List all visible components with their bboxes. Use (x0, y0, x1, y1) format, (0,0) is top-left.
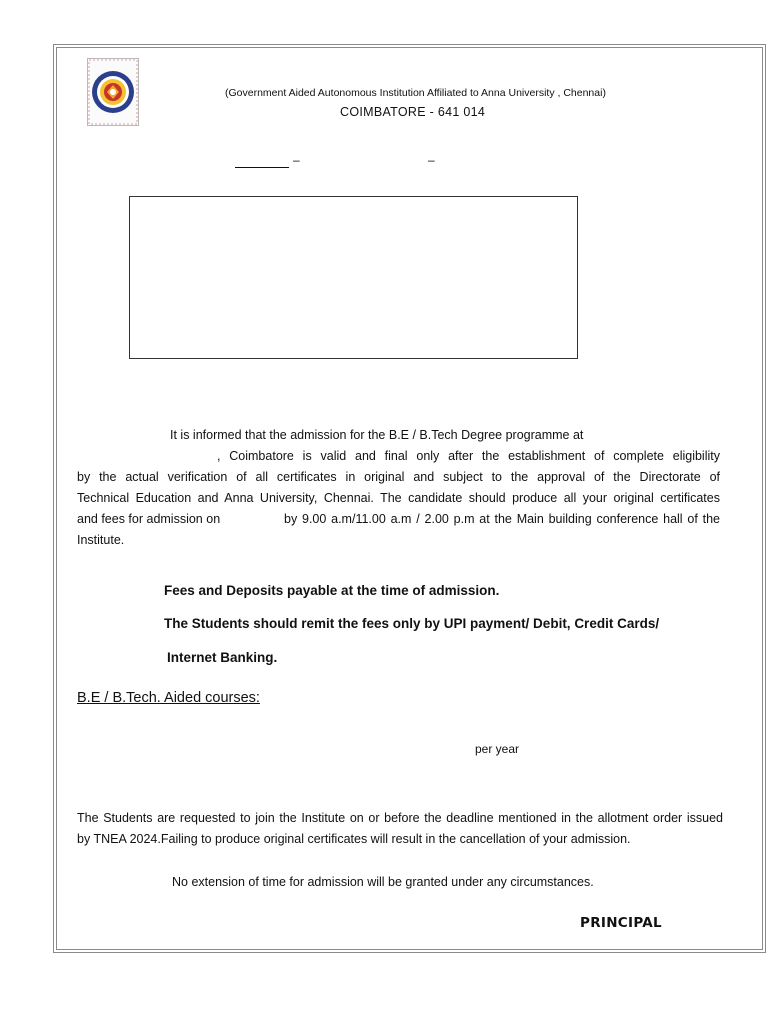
reference-blank-line (235, 167, 289, 168)
remit-line2: Internet Banking. (167, 650, 278, 665)
date-dash-2: – (428, 153, 435, 167)
remit-line1: The Students should remit the fees only by UPI payment/ Debit, Credit Cards/ (164, 616, 660, 631)
affiliation-text: (Government Aided Autonomous Institution Affiliated to Anna University , Chennai) (225, 87, 606, 99)
para2-line1: The Students are requested to join the Institute on or before the deadline mentioned in the allotment order issued (77, 811, 723, 825)
para1-line2: , Coimbatore is valid and final only after the establishment of complete eligibility (217, 449, 720, 463)
institute-logo (87, 58, 139, 126)
principal-signature-title: PRINCIPAL (580, 915, 662, 931)
institute-seal-icon (88, 59, 138, 125)
para1-line3: by the actual verification of all certificates in original and subject to the approval of the Directorate of (77, 470, 720, 484)
para1-line6: Institute. (77, 533, 125, 547)
para1-line5-end: by 9.00 a.m/11.00 a.m / 2.00 p.m at the Main building conference hall of the (284, 512, 720, 526)
para1-line4: Technical Education and Anna University, Chennai. The candidate should produce all your original certificates (77, 491, 720, 505)
para2-line2: by TNEA 2024.Failing to produce original certificates will result in the cancellation of your admission. (77, 832, 631, 846)
no-extension-notice: No extension of time for admission will be granted under any circumstances. (172, 875, 594, 889)
candidate-details-box (129, 196, 578, 359)
per-year-label: per year (475, 742, 520, 756)
date-dash-1: – (293, 153, 300, 167)
fees-heading: Fees and Deposits payable at the time of admission. (164, 583, 500, 598)
city-pincode: COIMBATORE - 641 014 (340, 105, 486, 119)
para1-line1: It is informed that the admission for the B.E / B.Tech Degree programme at (170, 428, 584, 442)
para1-line5-start: and fees for admission on (77, 512, 221, 526)
courses-heading: B.E / B.Tech. Aided courses: (77, 690, 260, 706)
